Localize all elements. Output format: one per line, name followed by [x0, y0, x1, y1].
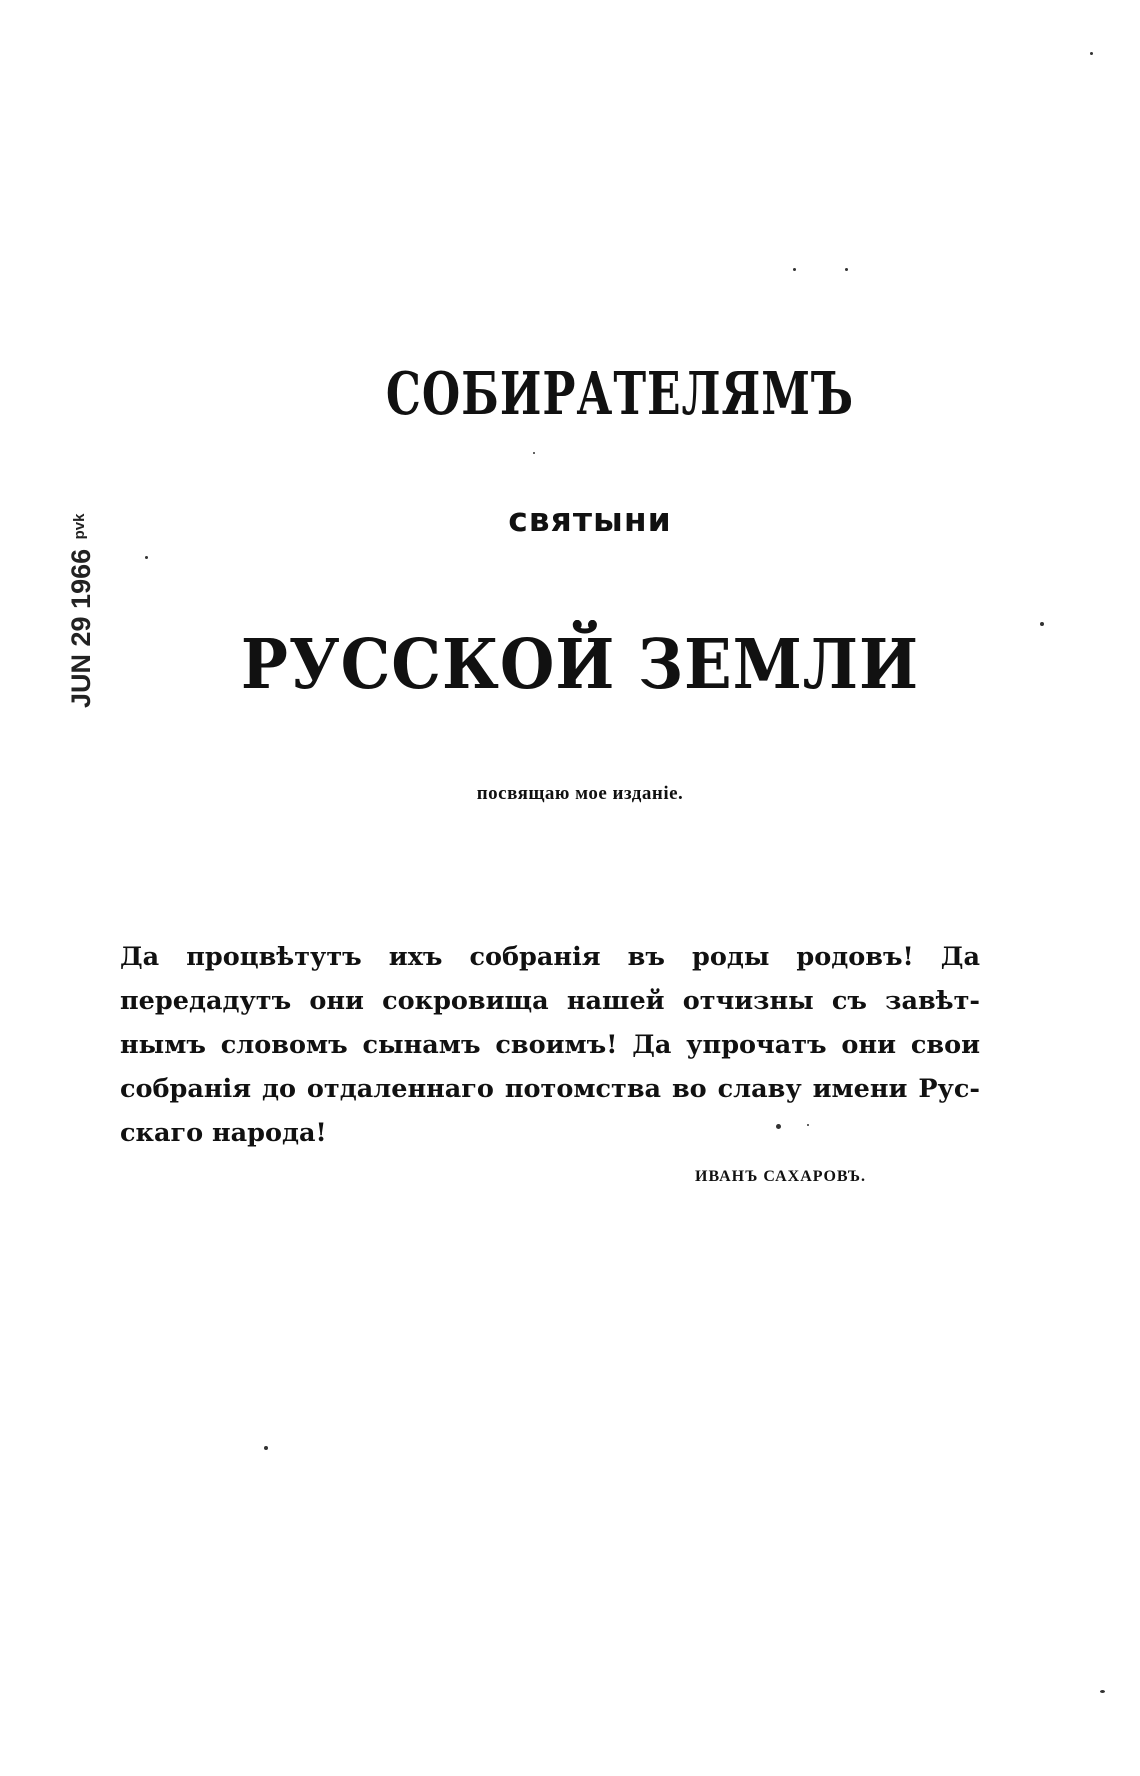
- paragraph-line: передадутъ они сокровища нашей отчизны съ завѣт-: [120, 986, 980, 1016]
- scan-speck: [807, 1124, 809, 1126]
- dedication-line: посвящаю мое изданіе.: [476, 783, 684, 804]
- heading-line-2: святыни: [508, 500, 672, 539]
- stamp-date: JUN 29 1966: [66, 548, 96, 708]
- scan-speck: [793, 268, 796, 271]
- scan-speck: [776, 1124, 781, 1129]
- scan-speck: [145, 556, 148, 559]
- scan-speck: [264, 1446, 268, 1450]
- stamp-suffix: pvk: [71, 513, 88, 540]
- paragraph-line: Да процвѣтутъ ихъ собранія въ роды родовъ! Да: [120, 942, 980, 972]
- scan-speck: [1040, 622, 1044, 626]
- author-signature: ИВАНЪ САХАРОВЪ.: [695, 1168, 866, 1185]
- scan-speck: [1100, 1690, 1105, 1693]
- heading-line-3: РУССКОЙ ЗЕМЛИ: [240, 625, 920, 705]
- paragraph-line: нымъ словомъ сынамъ своимъ! Да упрочатъ они свои: [120, 1030, 980, 1060]
- heading-line-1: СОБИРАТЕЛЯМЪ: [385, 360, 855, 429]
- paragraph-line: скаго народа!: [120, 1118, 327, 1148]
- scan-speck: [845, 268, 848, 271]
- scan-speck: [533, 452, 535, 454]
- paragraph-line: собранія до отдаленнаго потомства во славу имени Рус-: [120, 1074, 980, 1104]
- scan-speck: [1090, 52, 1093, 55]
- dedication-paragraph: [120, 935, 980, 1155]
